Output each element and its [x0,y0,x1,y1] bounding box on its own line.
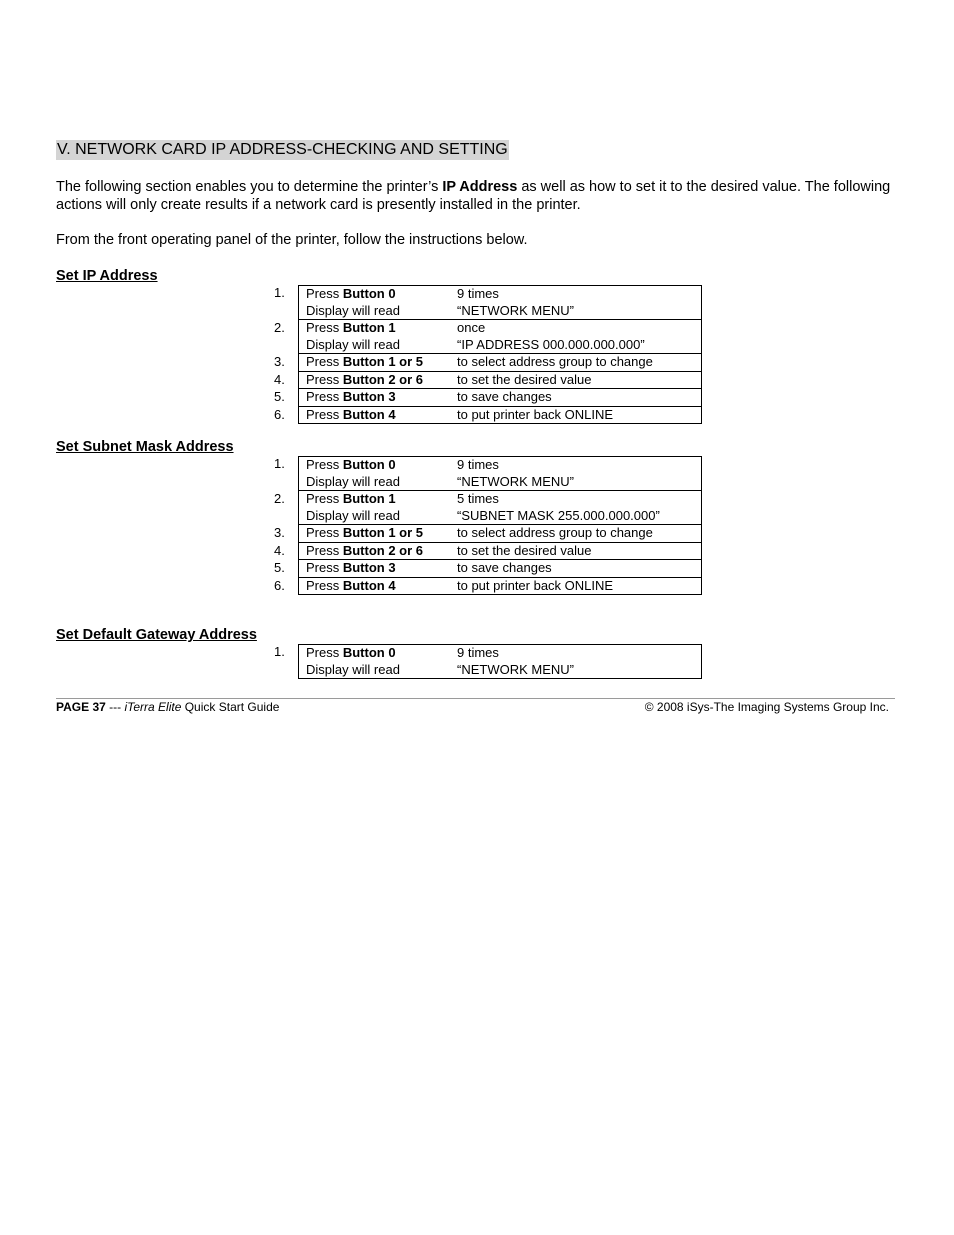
step-box [298,372,702,390]
press-label: Press [306,406,343,422]
button-name: Button 3 [342,560,396,575]
step-row [268,560,702,578]
button-name: Button 1 or 5 [342,525,424,540]
display-label: Display will read [306,661,400,677]
step-number: 1. [274,456,285,471]
step-press-instruction [306,543,457,560]
press-label: Press [306,542,343,558]
subhead-set-default-gateway: Set Default Gateway Address [56,627,257,643]
step-number: 4. [274,542,285,558]
intro-bold-ip-address: IP Address [442,179,518,195]
step-number: 6. [274,577,285,593]
button-name: Button 1 or 5 [342,354,424,369]
subhead-set-subnet-mask: Set Subnet Mask Address [56,439,234,455]
step-press-instruction [306,354,457,371]
display-label: Display will read [306,336,400,352]
step-action: to set the desired value [457,371,592,387]
step-action: 9 times [457,286,499,301]
display-label: Display will read [306,302,400,318]
step-action: to save changes [457,560,552,575]
steps-set-default-gateway [268,644,702,679]
button-name: Button 4 [342,406,396,422]
step-action: to save changes [457,389,552,404]
step-action: 9 times [457,457,499,472]
step-number: 2. [274,491,285,506]
step-box [298,456,702,491]
press-label: Press [306,525,343,540]
step-press-instruction [306,560,457,577]
press-label: Press [306,645,343,660]
step-action: to set the desired value [457,542,592,558]
step-row [268,407,702,425]
step-action: to select address group to change [457,354,653,369]
press-label: Press [306,389,343,404]
step-number: 1. [274,285,285,300]
intro-text-2: as well as how to set it to the desired value. The following actions will only create results if a network card is presently installed in the printer. [56,179,891,213]
step-row [268,525,702,543]
step-row [268,320,702,354]
step-action: to put printer back ONLINE [457,577,614,593]
button-name: Button 1 [342,320,396,335]
step-number: 3. [274,525,285,540]
press-label: Press [306,560,343,575]
step-action: 9 times [457,645,499,660]
footer-page-info [56,700,279,715]
instruction-paragraph: From the front operating panel of the printer, follow the instructions below. [56,232,528,248]
footer-product-name: iTerra Elite [124,700,182,714]
subhead-set-ip-address: Set IP Address [56,268,158,284]
footer-divider [56,698,895,699]
step-number: 2. [274,320,285,335]
press-label: Press [306,286,343,301]
intro-text-1: The following section enables you to determine the printer’s [56,179,443,195]
press-label: Press [306,354,343,369]
section-heading: V. NETWORK CARD IP ADDRESS-CHECKING AND SETTING [57,141,508,158]
step-press-instruction [306,578,457,595]
press-label: Press [306,457,343,472]
steps-set-subnet-mask [268,456,702,595]
step-box [298,389,702,407]
steps-set-ip-address [268,285,702,424]
step-action: to put printer back ONLINE [457,406,614,422]
step-row [268,578,702,596]
footer-guide-name: Quick Start Guide [181,700,280,714]
button-name: Button 2 or 6 [342,542,424,558]
step-press-instruction [306,389,457,406]
step-row [268,354,702,372]
step-press-instruction [306,525,457,542]
step-action: once [457,320,486,335]
step-box [298,285,702,320]
step-press-instruction [306,457,457,474]
step-action: 5 times [457,491,499,506]
step-row [268,644,702,679]
button-name: Button 0 [342,286,396,301]
display-value: “NETWORK MENU” [457,661,574,677]
step-box [298,644,702,679]
step-box [298,320,702,354]
step-box [298,354,702,372]
footer-copyright: © 2008 iSys-The Imaging Systems Group Inc. [644,700,889,714]
step-box [298,543,702,561]
footer-separator: --- [105,700,125,714]
display-label: Display will read [306,473,400,489]
step-number: 1. [274,644,285,659]
button-name: Button 1 [342,491,396,506]
step-number: 4. [274,371,285,387]
display-value: “NETWORK MENU” [457,302,574,318]
display-value: “SUBNET MASK 255.000.000.000” [457,507,660,523]
step-box [298,525,702,543]
button-name: Button 4 [342,577,396,593]
step-press-instruction [306,286,457,303]
step-box [298,407,702,425]
display-label: Display will read [306,507,400,523]
display-value: “IP ADDRESS 000.000.000.000” [457,336,645,352]
step-press-instruction [306,491,457,508]
step-number: 5. [274,389,285,404]
step-row [268,372,702,390]
step-number: 3. [274,354,285,369]
step-row [268,456,702,491]
footer-page-label: PAGE 37 [56,700,106,714]
intro-paragraph [56,178,906,214]
button-name: Button 2 or 6 [342,371,424,387]
step-row [268,389,702,407]
press-label: Press [306,577,343,593]
button-name: Button 0 [342,457,396,472]
button-name: Button 0 [342,645,396,660]
step-press-instruction [306,320,457,337]
step-row [268,285,702,320]
step-press-instruction [306,372,457,389]
button-name: Button 3 [342,389,396,404]
step-box [298,560,702,578]
step-row [268,543,702,561]
step-row [268,491,702,525]
step-box [298,491,702,525]
step-action: to select address group to change [457,525,653,540]
display-value: “NETWORK MENU” [457,473,574,489]
step-press-instruction [306,645,457,662]
press-label: Press [306,371,343,387]
press-label: Press [306,320,343,335]
press-label: Press [306,491,343,506]
step-number: 5. [274,560,285,575]
step-press-instruction [306,407,457,424]
step-box [298,578,702,596]
step-number: 6. [274,406,285,422]
